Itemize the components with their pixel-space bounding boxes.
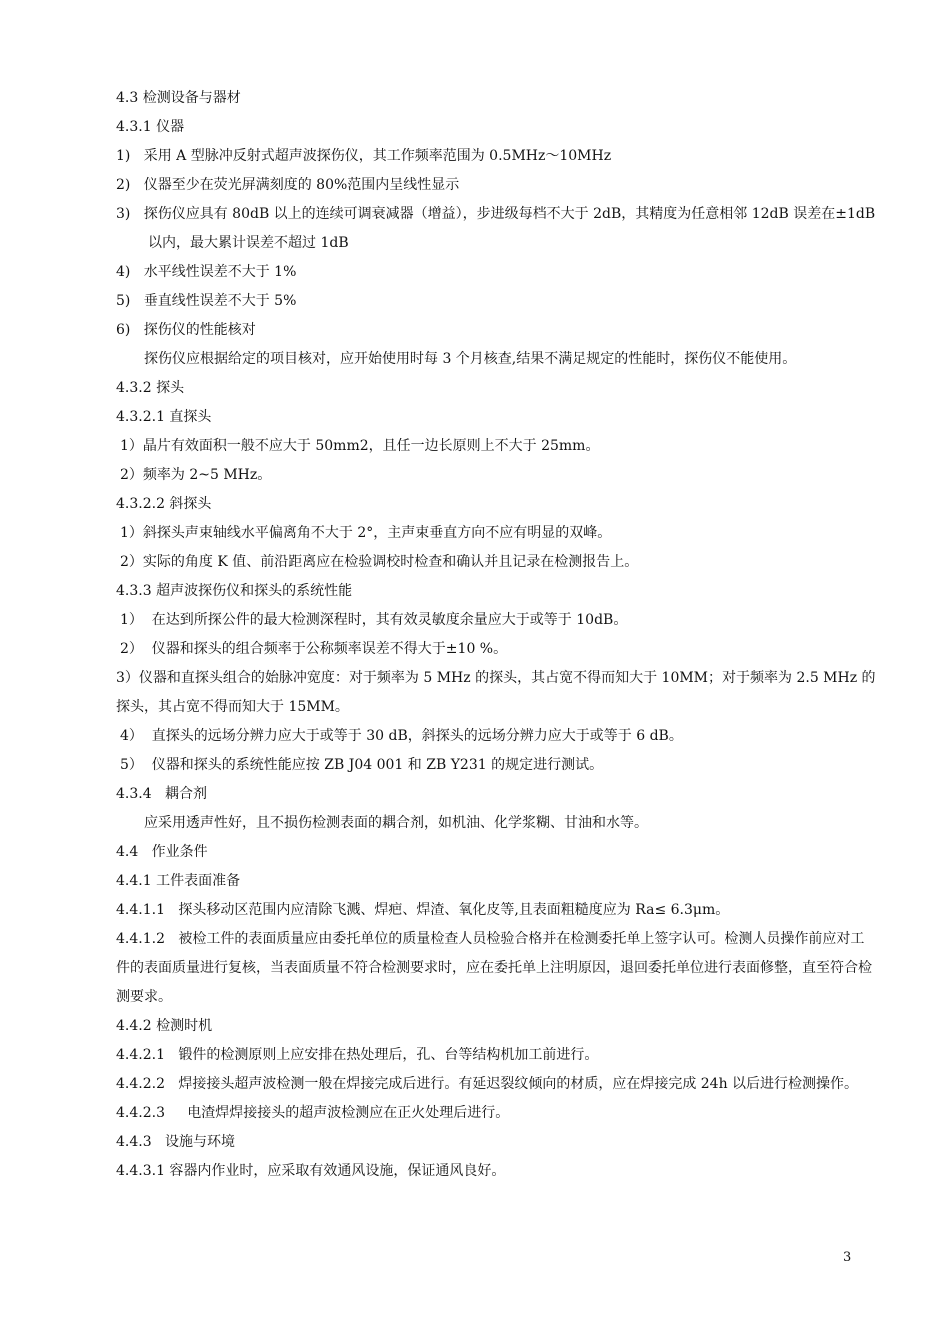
subsection-heading-4-4-1: 4.4.1 工件表面准备: [116, 873, 241, 889]
list-item: 5） 仪器和探头的系统性能应按 ZB J04 001 和 ZB Y231 的规定进行测试。: [120, 757, 604, 773]
list-item: 4) 水平线性误差不大于 1%: [116, 264, 297, 280]
subsection-heading-4-3-2-2: 4.3.2.2 斜探头: [116, 496, 212, 512]
subsection-heading-4-4-3: 4.4.3 设施与环境: [116, 1134, 235, 1150]
page-number: 3: [843, 1250, 852, 1265]
list-item: 1） 在达到所探公件的最大检测深程时，其有效灵敏度余量应大于或等于 10dB。: [120, 612, 628, 628]
list-item: 1) 采用 A 型脉冲反射式超声波探伤仪，其工作频率范围为 0.5MHz～10MHz: [116, 148, 612, 164]
paragraph: 应采用透声性好，且不损伤检测表面的耦合剂，如机油、化学浆糊、甘油和水等。: [144, 815, 648, 831]
clause-4-4-2-3: 4.4.2.3 电渣焊焊接接头的超声波检测应在正火处理后进行。: [116, 1105, 510, 1121]
clause-4-4-2-1: 4.4.2.1 锻件的检测原则上应安排在热处理后，孔、台等结构机加工前进行。: [116, 1047, 599, 1063]
clause-4-4-2-2: 4.4.2.2 焊接接头超声波检测一般在焊接完成后进行。有延迟裂纹倾向的材质，应在焊接完成 24h 以后进行检测操作。: [116, 1076, 859, 1092]
list-item: 1）晶片有效面积一般不应大于 50mm2，且任一边长原则上不大于 25mm。: [120, 438, 600, 454]
list-item: 1）斜探头声束轴线水平偏离角不大于 2°，主声束垂直方向不应有明显的双峰。: [120, 525, 612, 541]
subsection-heading-4-3-4: 4.3.4 耦合剂: [116, 786, 207, 802]
clause-4-4-1-1: 4.4.1.1 探头移动区范围内应清除飞溅、焊疤、焊渣、氧化皮等,且表面粗糙度应为 Ra≤ 6.3μm。: [116, 902, 730, 918]
section-heading-4-3: 4.3 检测设备与器材: [116, 90, 241, 106]
section-heading-4-4: 4.4 作业条件: [116, 844, 208, 860]
page-body: [116, 84, 878, 1186]
subsection-heading-4-3-1: 4.3.1 仪器: [116, 119, 185, 135]
list-item: 2） 仪器和探头的组合频率于公称频率误差不得大于±10 %。: [120, 641, 508, 657]
subsection-heading-4-3-2-1: 4.3.2.1 直探头: [116, 409, 212, 425]
subsection-heading-4-3-2: 4.3.2 探头: [116, 380, 185, 396]
list-item: 2）频率为 2~5 MHz。: [120, 467, 272, 483]
list-item: 2) 仪器至少在荧光屏满刻度的 80%范围内呈线性显示: [116, 177, 460, 193]
clause-4-4-1-2: 4.4.1.2 被检工件的表面质量应由委托单位的质量检查人员检验合格并在检测委托单上签字认可。检测人员操作前应对工件的表面质量进行复核，当表面质量不符合检测要求时，应在委托单上注明原因，退回委托单位进行表面修整，直至符合检测要求。: [116, 931, 872, 1005]
clause-4-4-3-1: 4.4.3.1 容器内作业时，应采取有效通风设施，保证通风良好。: [116, 1163, 506, 1179]
paragraph: 探伤仪应根据给定的项目核对，应开始使用时每 3 个月核查,结果不满足规定的性能时，探伤仪不能使用。: [144, 351, 797, 367]
subsection-heading-4-4-2: 4.4.2 检测时机: [116, 1018, 213, 1034]
list-item: 3）仪器和直探头组合的始脉冲宽度：对于频率为 5 MHz 的探头，其占宽不得而知大于 10MM；对于频率为 2.5 MHz 的探头，其占宽不得而知大于 15MM。: [116, 670, 876, 715]
subsection-heading-4-3-3: 4.3.3 超声波探伤仪和探头的系统性能: [116, 583, 353, 599]
list-item: 3) 探伤仪应具有 80dB 以上的连续可调衰减器（增益），步进级每档不大于 2dB，其精度为任意相邻 12dB 误差在±1dB 以内，最大累计误差不超过 1dB: [116, 206, 876, 251]
list-item: 2）实际的角度 K 值、前沿距离应在检验调校时检查和确认并且记录在检测报告上。: [120, 554, 639, 570]
list-item: 4） 直探头的远场分辨力应大于或等于 30 dB，斜探头的远场分辨力应大于或等于 6 dB。: [120, 728, 683, 744]
list-item: 5) 垂直线性误差不大于 5%: [116, 293, 297, 309]
list-item: 6) 探伤仪的性能核对: [116, 322, 256, 338]
